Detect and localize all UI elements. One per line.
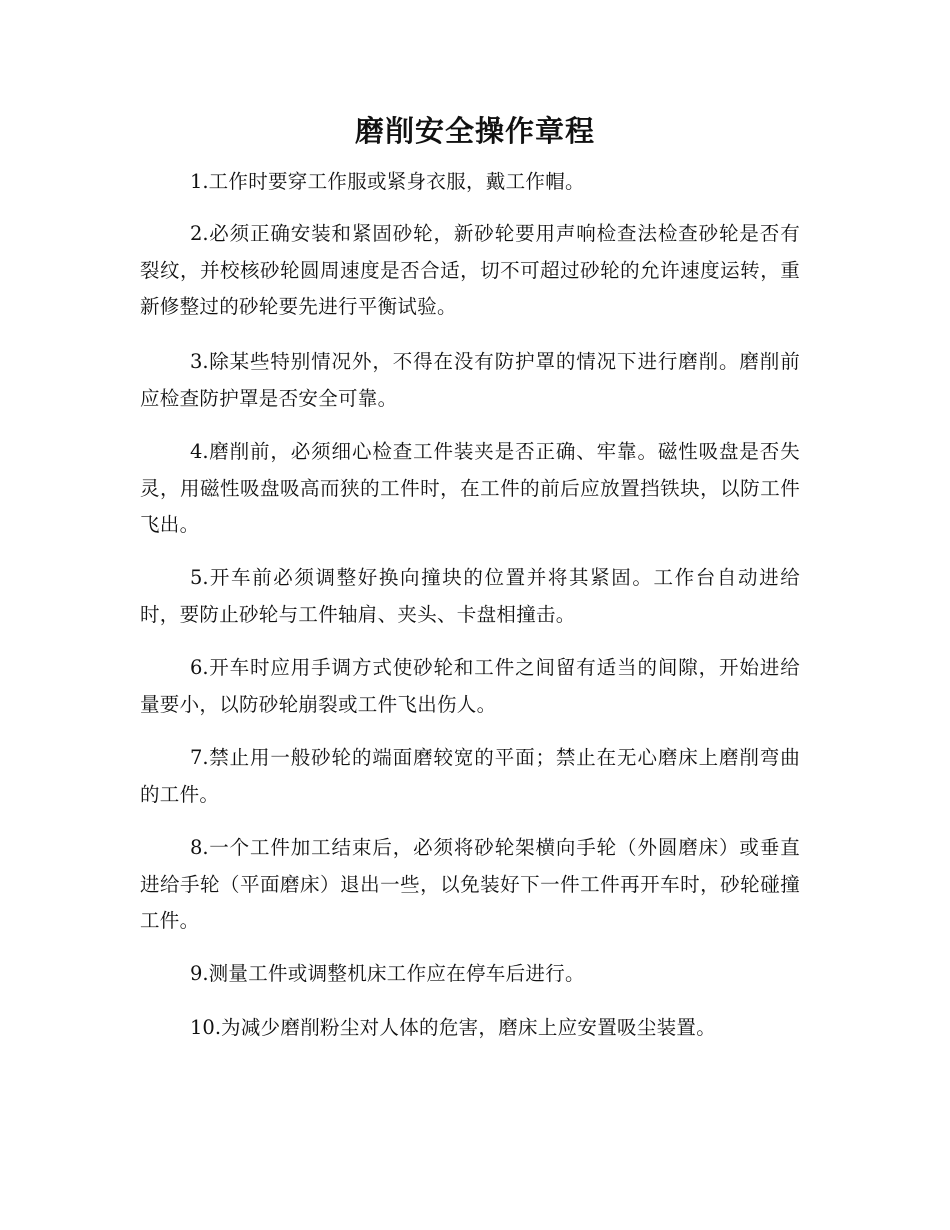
rule-paragraph-10 [140, 1010, 800, 1047]
rule-paragraph-6 [140, 650, 800, 723]
rule-paragraph-1 [140, 164, 800, 201]
rule-paragraph-5 [140, 560, 800, 633]
rule-number: 1. [190, 170, 209, 193]
rule-text: 为减少磨削粉尘对人体的危害，磨床上应安置吸尘装置。 [221, 1016, 717, 1039]
rule-number: 7. [190, 746, 209, 769]
rule-text: 测量工件或调整机床工作应在停车后进行。 [208, 962, 585, 985]
rule-number: 8. [190, 836, 209, 859]
rule-number: 2. [190, 222, 209, 245]
rule-text: 一个工件加工结束后，必须将砂轮架横向手轮（外圆磨床）或垂直进给手轮（平面磨床）退出一些，以免装好下一件工件再开车时，砂轮碰撞工件。 [140, 836, 800, 932]
rule-text: 必须正确安装和紧固砂轮，新砂轮要用声响检查法检查砂轮是否有裂纹，并校核砂轮圆周速度是否合适，切不可超过砂轮的允许速度运转，重新修整过的砂轮要先进行平衡试验。 [140, 222, 800, 318]
rule-number: 5. [190, 566, 209, 589]
rule-number: 4. [190, 440, 209, 463]
rule-paragraph-9 [140, 956, 800, 993]
rule-paragraph-7 [140, 740, 800, 813]
rule-number: 9. [190, 962, 209, 985]
rule-number: 6. [190, 656, 209, 679]
document-title: 磨削安全操作章程 [354, 114, 595, 148]
rule-text: 开车时应用手调方式使砂轮和工件之间留有适当的间隙，开始进给量要小，以防砂轮崩裂或工件飞出伤人。 [140, 656, 800, 716]
rule-paragraph-3 [140, 344, 800, 417]
rule-text: 除某些特别情况外，不得在没有防护罩的情况下进行磨削。磨削前应检查防护罩是否安全可靠。 [140, 350, 800, 410]
rule-paragraph-8 [140, 830, 800, 940]
rule-text: 禁止用一般砂轮的端面磨较宽的平面；禁止在无心磨床上磨削弯曲的工件。 [140, 746, 800, 806]
rule-text: 工作时要穿工作服或紧身衣服，戴工作帽。 [208, 170, 585, 193]
rule-number: 10. [190, 1016, 222, 1039]
rule-text: 开车前必须调整好换向撞块的位置并将其紧固。工作台自动进给时，要防止砂轮与工件轴肩、夹头、卡盘相撞击。 [140, 566, 800, 626]
rule-paragraph-2 [140, 216, 800, 326]
rule-number: 3. [190, 350, 209, 373]
rule-paragraph-4 [140, 434, 800, 544]
rule-text: 磨削前，必须细心检查工件装夹是否正确、牢靠。磁性吸盘是否失灵，用磁性吸盘吸高而狭的工件时，在工件的前后应放置挡铁块，以防工件飞出。 [140, 440, 800, 536]
